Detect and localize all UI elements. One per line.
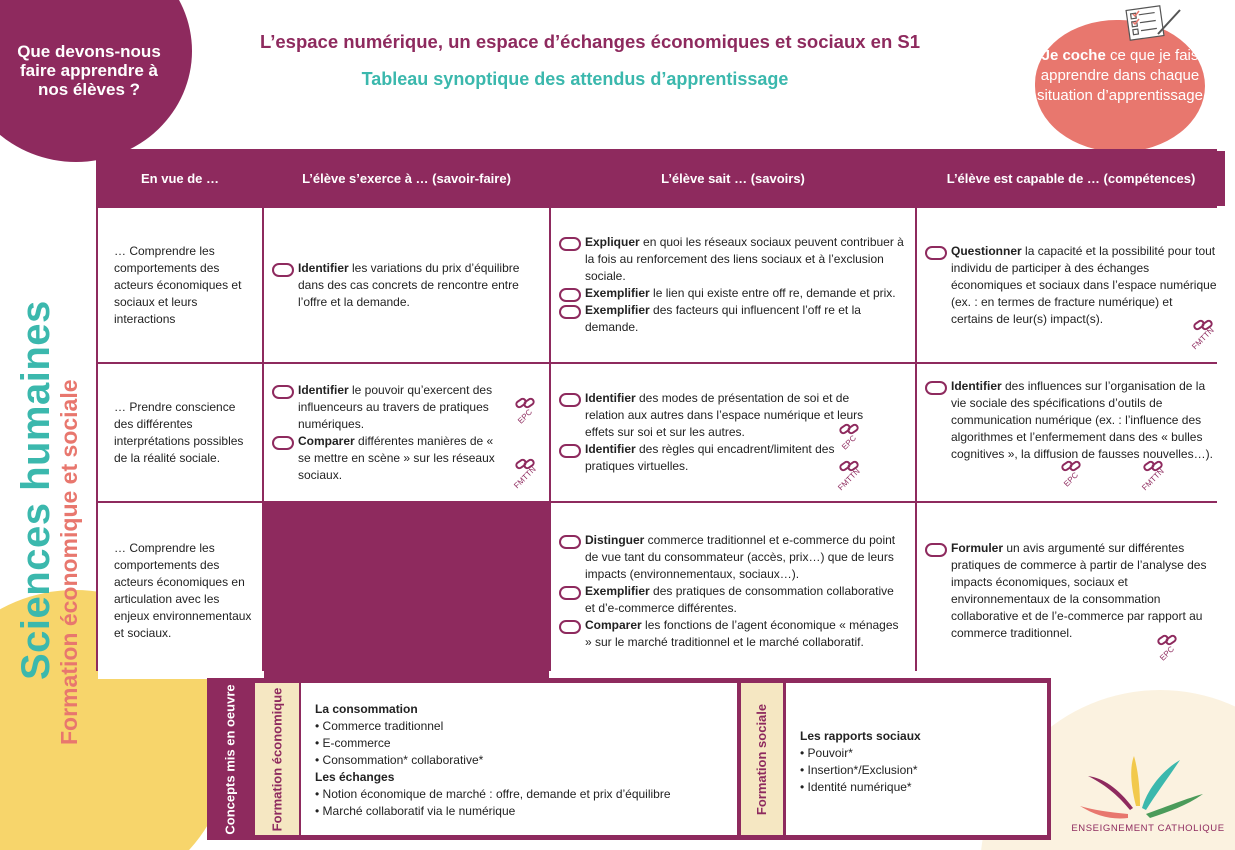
concepts-panel — [207, 678, 1051, 840]
item-verb: Identifier — [585, 442, 636, 456]
checkbox[interactable] — [559, 305, 581, 319]
item-verb: Exemplifier — [585, 303, 650, 317]
checklist-item — [272, 433, 509, 484]
goal-text: … Comprendre les comportements des acteurs économiques et sociaux et leurs interactions — [114, 243, 242, 326]
checkbox[interactable] — [559, 586, 581, 600]
item-text: le lien qui existe entre off re, demande et prix. — [649, 286, 896, 300]
item-verb: Identifier — [298, 260, 349, 275]
item-verb: Expliquer — [585, 235, 640, 249]
checklist-item — [559, 285, 907, 302]
checker-text: ce que je fais apprendre dans chaque situation d’apprentissage — [1037, 47, 1203, 104]
item-text: des influences sur l’organisation de la vie sociale des spécifications d’outils de communication numérique (ex. : l’influence des algorithmes et l’enfermement dans des « bulles cognitives », la diffusion de fausses nouvelles…). — [951, 379, 1213, 461]
item-verb: Identifier — [951, 379, 1002, 393]
item-verb: Exemplifier — [585, 583, 650, 598]
item-verb: Comparer — [298, 433, 355, 448]
checklist-item — [559, 617, 907, 651]
concept-group-title: Les rapports sociaux — [800, 729, 921, 743]
concept-item: • Pouvoir* — [800, 746, 853, 760]
concept-group-title: La consommation — [315, 702, 418, 716]
item-text: les variations du prix d’équilibre dans des cas concrets de rencontre entre l’offre et la demande. — [298, 260, 520, 309]
link-tag-fmttn: FMTTN — [1139, 459, 1167, 497]
guiding-question: Que devons-nous faire apprendre à nos élèves ? — [17, 42, 161, 99]
checklist-item — [925, 540, 1217, 642]
link-tag-fmttn: FMTTN — [835, 459, 863, 497]
checkbox[interactable] — [925, 543, 947, 557]
eco-concepts — [301, 683, 737, 835]
checklist-item — [559, 583, 907, 617]
item-verb: Formuler — [951, 541, 1004, 555]
checker-bold-text: Je coche — [1041, 47, 1106, 64]
row3-goal — [98, 503, 262, 679]
item-verb: Comparer — [585, 617, 642, 632]
link-tag-epc: EPC — [835, 422, 863, 460]
checkbox[interactable] — [272, 436, 294, 450]
logo-text: ENSEIGNEMENT CATHOLIQUE — [1071, 823, 1225, 834]
checkbox[interactable] — [925, 381, 947, 395]
eco-label: Formation économique — [255, 683, 299, 835]
checklist-item — [559, 302, 907, 336]
concept-group-title: Les échanges — [315, 770, 395, 784]
checkbox[interactable] — [559, 620, 581, 634]
row3-savoirs — [551, 503, 915, 679]
page-subtitle: Tableau synoptique des attendus d’apprentissage — [361, 69, 789, 89]
synoptic-table — [96, 149, 1217, 671]
item-text: les fonctions de l’agent économique « ménages » sur le marché traditionnel et le marché collaboratif. — [585, 617, 899, 649]
item-text: un avis argumenté sur différentes pratiques de commerce à partir de l’analyse des impacts économiques, sociaux et environnementaux de la consommation collaborative et de l’e-commerce par rapport au commerce traditionnel. — [951, 541, 1207, 640]
concept-item: • Notion économique de marché : offre, demande et prix d’équilibre — [315, 787, 671, 801]
link-tag-epc: EPC — [511, 396, 539, 434]
item-text: différentes manières de « se mettre en scène » sur les réseaux sociaux. — [298, 433, 495, 482]
goal-text: … Prendre conscience des différentes interprétations possibles de la réalité sociale. — [114, 399, 244, 465]
item-verb: Identifier — [585, 391, 636, 405]
row3-savoir-faire-empty — [264, 503, 549, 679]
checkbox[interactable] — [559, 237, 581, 251]
row2-savoirs — [551, 364, 915, 501]
concept-item: • Consommation* collaborative* — [315, 753, 484, 767]
concept-item: • Insertion*/Exclusion* — [800, 763, 918, 777]
concept-item: • Commerce traditionnel — [315, 719, 444, 733]
checklist-item — [925, 243, 1217, 328]
side-title: Sciences humaines — [14, 300, 58, 680]
page-title: L’espace numérique, un espace d’échanges économiques et sociaux en S1 — [259, 31, 921, 52]
link-tag-fmttn: FMTTN — [511, 457, 539, 495]
soc-concepts — [786, 683, 1047, 835]
side-subtitle: Formation économique et sociale — [56, 379, 82, 745]
item-text: la capacité et la possibilité pour tout individu de participer à des échanges économiques et sociaux dans l’espace numérique (ex. : en termes de fracture numérique) et certains de leur(s) impact(s). — [951, 243, 1217, 326]
item-text: des règles qui encadrent/limitent des pratiques virtuelles. — [585, 442, 835, 473]
row1-savoirs — [551, 208, 915, 362]
item-text: des pratiques de consommation collaborative et d’e-commerce différentes. — [585, 583, 894, 615]
checklist-item — [559, 234, 907, 285]
checkbox[interactable] — [559, 535, 581, 549]
link-tag-epc: EPC — [1153, 633, 1181, 671]
checklist-item — [272, 260, 541, 311]
checklist-icon — [1120, 4, 1184, 42]
item-verb: Distinguer — [585, 532, 645, 547]
concept-item: • Marché collaboratif via le numérique — [315, 804, 516, 818]
item-text: des facteurs qui influencent l’off re et la demande. — [585, 303, 861, 334]
concepts-label: Concepts mis en oeuvre — [222, 683, 238, 835]
checkbox[interactable] — [559, 444, 581, 458]
checklist-item — [272, 382, 509, 433]
row2-goal — [98, 364, 262, 501]
item-text: en quoi les réseaux sociaux peuvent contribuer à la fois au renforcement des liens sociaux et à l’exclusion sociale. — [585, 235, 904, 283]
soc-label: Formation sociale — [741, 683, 783, 835]
link-tag-epc: EPC — [1057, 459, 1085, 497]
item-verb: Questionner — [951, 243, 1022, 258]
goal-text: … Comprendre les comportements des acteurs économiques en articulation avec les enjeux environnementaux et sociaux. — [114, 541, 252, 640]
checkbox[interactable] — [559, 288, 581, 302]
header-savoir-faire: L’élève s’exerce à … (savoir-faire) — [264, 151, 549, 206]
header-competences: L’élève est capable de … (compétences) — [917, 151, 1225, 206]
link-tag-fmttn: FMTTN — [1189, 318, 1217, 356]
header-goal: En vue de … — [98, 151, 262, 206]
item-text: le pouvoir qu’exercent des influenceurs au travers de pratiques numériques. — [298, 382, 493, 431]
concept-item: • Identité numérique* — [800, 780, 912, 794]
row1-savoir-faire — [264, 208, 549, 362]
row3-competences — [917, 503, 1225, 679]
row2-savoir-faire — [264, 364, 549, 501]
row1-goal — [98, 208, 262, 362]
checkbox[interactable] — [925, 246, 947, 260]
row2-competences — [917, 364, 1225, 501]
item-verb: Identifier — [298, 382, 349, 397]
concept-item: • E-commerce — [315, 736, 391, 750]
header-savoirs: L’élève sait … (savoirs) — [551, 151, 915, 206]
item-text: commerce traditionnel et e-commerce du point de vue tant du consommateur (accès, prix…) que de leurs impacts (environnementaux, sociaux…). — [585, 532, 896, 581]
item-verb: Exemplifier — [585, 286, 650, 300]
checkbox[interactable] — [559, 393, 581, 407]
checklist-item — [559, 532, 907, 583]
row1-competences — [917, 208, 1225, 362]
checkbox[interactable] — [272, 263, 294, 277]
item-text: des modes de présentation de soi et de relation aux autres dans l’espace numérique et leurs effets sur soi et sur les autres. — [585, 391, 864, 439]
checklist-item — [925, 378, 1217, 463]
checkbox[interactable] — [272, 385, 294, 399]
